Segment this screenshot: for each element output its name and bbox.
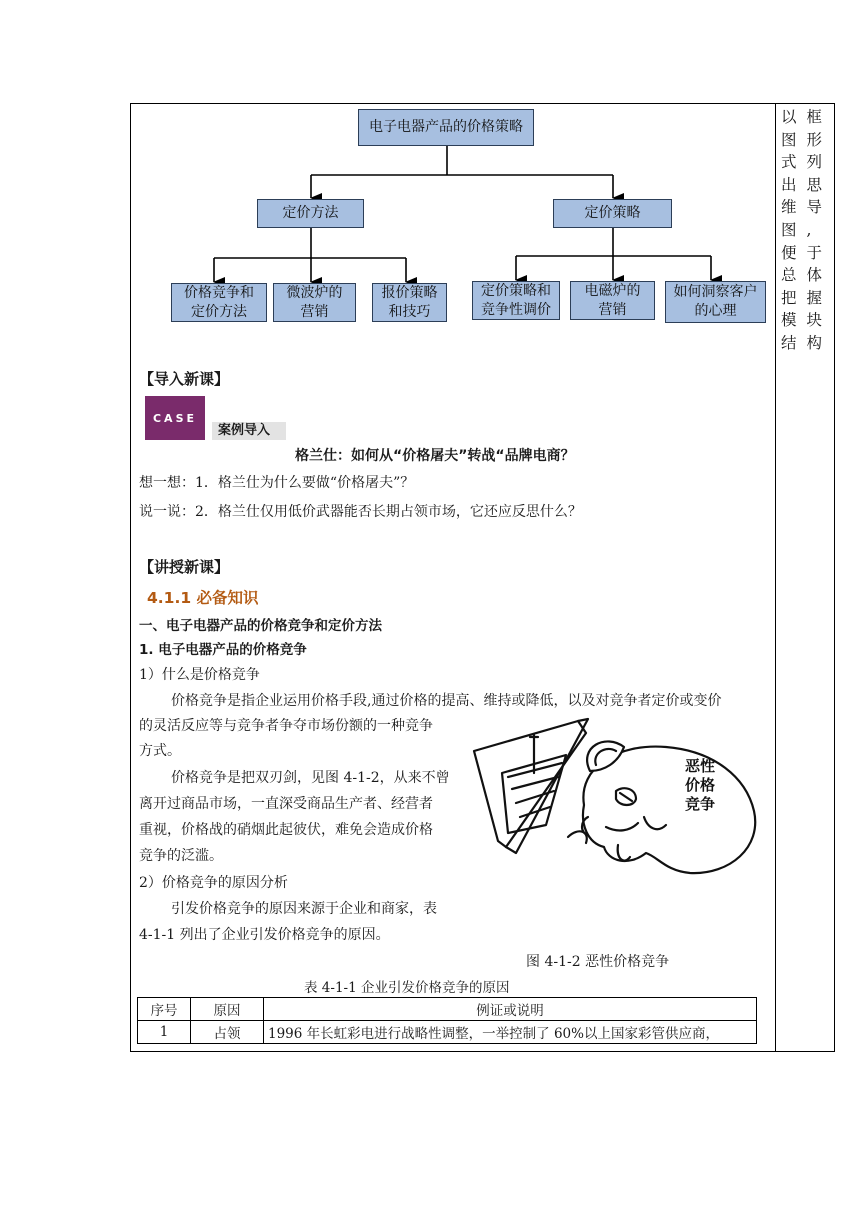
- mind-map-leaf: 如何洞察客户 的心理: [665, 281, 766, 323]
- mind-map-leaf: 定价策略和 竞争性调价: [472, 281, 560, 320]
- teach-heading: 【讲授新课】: [139, 558, 230, 576]
- mind-map-root: 电子电器产品的价格策略: [358, 109, 534, 146]
- figure-badge: [685, 757, 715, 813]
- table-header: 原因: [191, 998, 264, 1021]
- mind-map-leaf: 价格竞争和 定价方法: [171, 283, 267, 322]
- question-two: 2）价格竞争的原因分析: [139, 875, 288, 891]
- knowledge-heading: 4.1.1 必备知识: [147, 589, 259, 607]
- mouse-tail: [568, 831, 587, 843]
- paragraph-line: 方式。: [139, 743, 181, 759]
- paragraph-line: 重视，价格战的硝烟此起彼伏，难免会造成价格: [139, 822, 433, 838]
- table-header: 例证或说明: [264, 998, 757, 1021]
- paragraph-line: 4-1-1 列出了企业引发价格竞争的原因。: [139, 927, 390, 943]
- table-cell: 占领: [191, 1021, 264, 1044]
- mind-map-leaf: 电磁炉的 营销: [570, 281, 655, 320]
- paragraph-line: 竞争的泛滥。: [139, 848, 223, 864]
- intro-heading: 【导入新课】: [139, 370, 230, 388]
- say-question: 说一说：2．格兰仕仅用低价武器能否长期占领市场，它还应反思什么？: [139, 504, 582, 520]
- subsection-heading: 1. 电子电器产品的价格竞争: [139, 642, 307, 658]
- side-note: 以框图形式列出思维导图,便于总体把握模块结构: [781, 108, 833, 352]
- table-caption: 表 4-1-1 企业引发价格竞争的原因: [304, 980, 510, 996]
- paragraph-line: 价格竞争是把双刃剑，见图 4-1-2，从来不曾: [171, 770, 450, 786]
- figure-badge-line: 价格: [684, 776, 716, 794]
- table-header: 序号: [138, 998, 191, 1021]
- paragraph-line: 引发价格竞争的原因来源于企业和商家，表: [171, 901, 437, 917]
- paragraph-line: 离开过商品市场，一直深受商品生产者、经营者: [139, 796, 433, 812]
- mind-map-branch-pricing-strategy: 定价策略: [553, 199, 672, 228]
- table-cell: 1: [138, 1021, 191, 1044]
- mousetrap-illustration: [468, 707, 768, 883]
- paragraph-line: 价格竞争是指企业运用价格手段,通过价格的提高、维持或降低，以及对竞争者定价或变价: [171, 693, 722, 709]
- paragraph-line: 的灵活反应等与竞争者争夺市场份额的一种竞争: [139, 718, 433, 734]
- think-question: 想一想：1．格兰仕为什么要做“价格屠夫”？: [139, 475, 415, 491]
- figure-badge-line: 竞争: [684, 795, 716, 813]
- table-row: [138, 1021, 757, 1044]
- table-header-row: [138, 998, 757, 1021]
- table-cell: 1996 年长虹彩电进行战略性调整，一举控制了 60%以上国家彩管供应商，: [264, 1021, 757, 1044]
- mind-map-branch-pricing-method: 定价方法: [257, 199, 364, 228]
- question-one: 1）什么是价格竞争: [139, 667, 260, 683]
- section-one-heading: 一、电子电器产品的价格竞争和定价方法: [139, 618, 382, 634]
- figure-caption: 图 4-1-2 恶性价格竞争: [526, 954, 670, 970]
- case-label: 案例导入: [212, 422, 286, 440]
- case-title: 格兰仕：如何从“价格屠夫”转战“品牌电商？: [295, 448, 575, 464]
- mind-map-leaf: 报价策略 和技巧: [372, 283, 447, 322]
- case-logo: CASE: [145, 396, 205, 440]
- figure-badge-line: 恶性: [684, 757, 716, 775]
- mind-map-leaf: 微波炉的 营销: [273, 283, 356, 322]
- reasons-table: [137, 997, 757, 1044]
